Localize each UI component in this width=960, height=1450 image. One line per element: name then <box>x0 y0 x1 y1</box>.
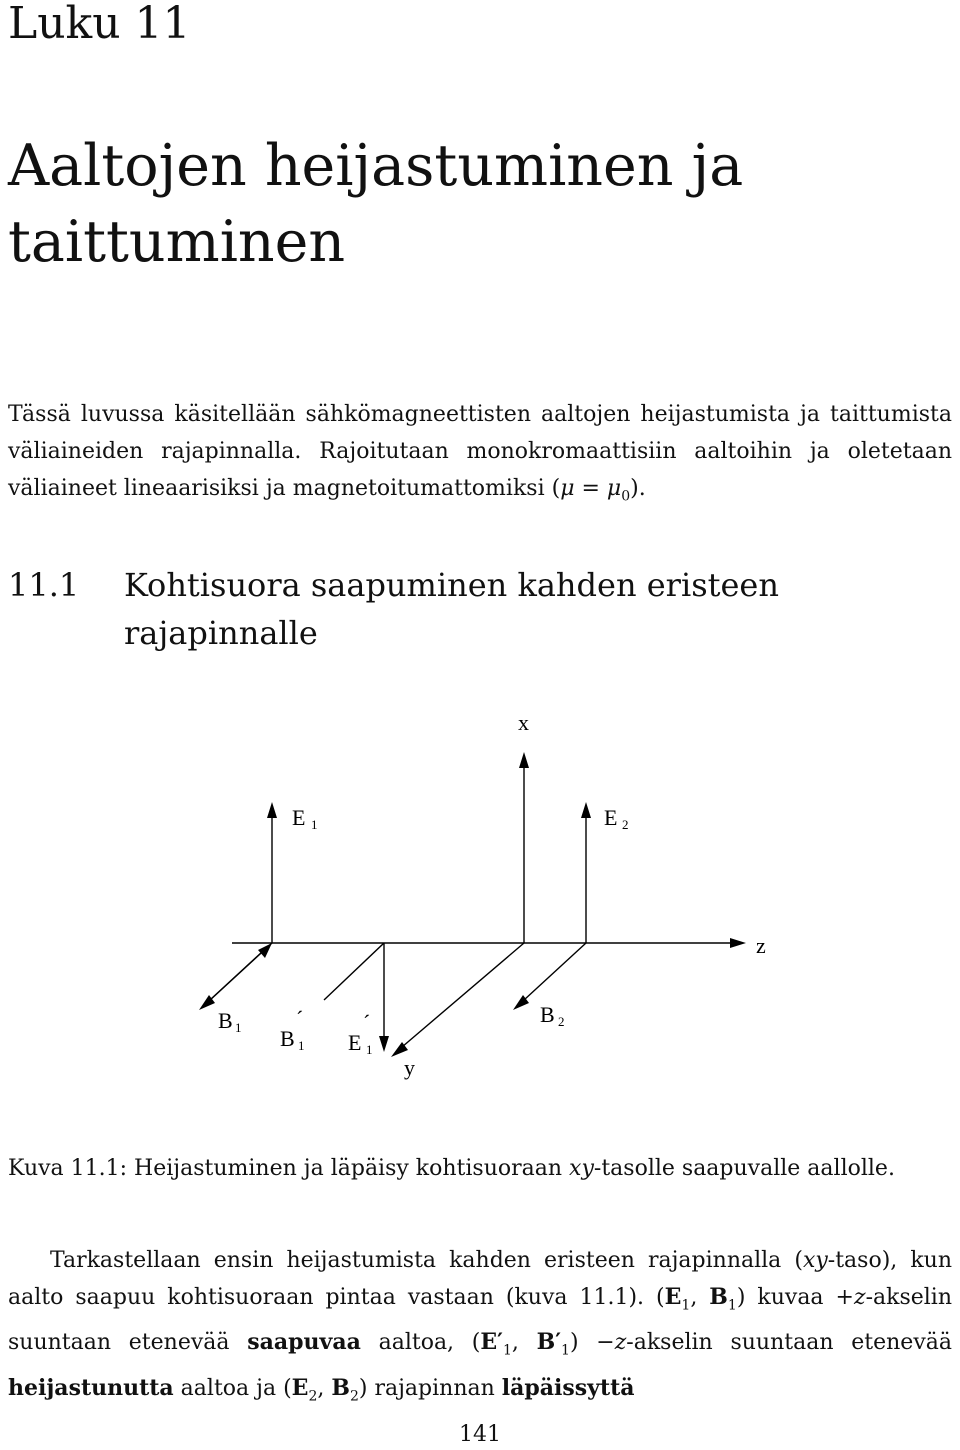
body-text-6: ) − <box>569 1330 615 1356</box>
body-vec-b2-sub: 2 <box>349 1388 359 1405</box>
e1-label-sub: 1 <box>311 817 318 832</box>
body-vec-e2-sub: 2 <box>308 1388 318 1405</box>
body-math-z-1: z <box>853 1285 866 1310</box>
chapter-label: Luku 11 <box>8 0 191 49</box>
section-number: 11.1 <box>8 566 80 604</box>
body-text-9: ) rajapinnan <box>358 1375 502 1401</box>
body-vec-b1-sub: 1 <box>727 1297 737 1314</box>
section-title: Kohtisuora saapuminen kahden eristeen rajapinnalle <box>124 566 779 652</box>
intro-text: Tässä luvussa käsitellään sähkömagneettisten aaltojen heijastumista ja taittumista väliaineiden rajapinnalla. Rajoitutaan monokromaattisiin aaltoihin ja oletetaan väliaineet lineaarisiksi ja magnetoitumattomiksi ( <box>8 402 952 501</box>
caption-prefix: Kuva 11.1: Heijastuminen ja läpäisy kohtisuoraan <box>8 1156 570 1181</box>
body-vec-e1-prime: E′ <box>480 1329 503 1356</box>
body-vec-e1-sub: 1 <box>681 1297 691 1314</box>
caption-suffix: -tasolle saapuvalle aallolle. <box>593 1156 895 1181</box>
body-vec-e1: E <box>664 1284 682 1310</box>
body-comma-3: , <box>317 1375 332 1401</box>
body-paragraph <box>8 1242 952 1415</box>
wave-diagram <box>0 700 960 1100</box>
body-vec-b1-prime: B′ <box>536 1329 562 1356</box>
body-text-7: -akselin suuntaan etenevää <box>626 1330 952 1356</box>
body-vec-b1-prime-sub: 1 <box>561 1342 570 1359</box>
intro-mu0: μ <box>606 476 622 501</box>
e1-prime-label: E <box>348 1030 362 1055</box>
e2-label-sub: 2 <box>622 817 629 832</box>
body-vec-b1: B <box>709 1284 728 1310</box>
body-text-5: aaltoa, ( <box>360 1330 481 1356</box>
b2-vector <box>524 943 586 1000</box>
intro-mu: μ <box>560 476 575 501</box>
intro-mu0-sub: 0 <box>621 488 631 505</box>
intro-equals: = <box>574 476 607 501</box>
y-axis <box>402 943 524 1047</box>
y-axis-label: y <box>404 1055 415 1080</box>
chapter-title-line-2: taittuminen <box>8 209 346 275</box>
e2-arrowhead <box>581 802 591 818</box>
e1-label: E <box>292 805 306 830</box>
body-vec-e1-prime-sub: 1 <box>502 1342 512 1359</box>
x-axis-arrowhead <box>519 752 529 768</box>
b1-label-sub: 1 <box>235 1020 242 1035</box>
page-number: 141 <box>459 1422 501 1447</box>
body-vec-e2: E <box>291 1374 309 1401</box>
intro-end: ). <box>630 476 646 501</box>
z-axis-arrowhead <box>730 938 746 948</box>
e1-prime-mark: ´ <box>363 1010 371 1035</box>
b1-prime-mark: ´ <box>296 1006 304 1031</box>
body-term-lapaissytta: läpäissyttä <box>501 1374 635 1401</box>
e1-prime-arrowhead <box>379 1036 389 1052</box>
e1-prime-label-sub: 1 <box>366 1042 373 1057</box>
body-term-heijastunutta: heijastunutta <box>8 1374 174 1401</box>
figure-caption <box>8 1150 952 1187</box>
body-comma-1: , <box>690 1285 710 1310</box>
chapter-title <box>8 128 948 280</box>
intro-paragraph <box>8 396 952 515</box>
x-axis-label: x <box>518 710 529 735</box>
diagonal-line <box>324 943 384 1000</box>
caption-math: xy <box>569 1156 594 1181</box>
b1-prime-arrowhead <box>258 943 272 958</box>
body-term-saapuvaa: saapuvaa <box>247 1329 361 1356</box>
body-text-3: ) kuvaa + <box>736 1285 854 1310</box>
body-text-1: Tarkastellaan ensin heijastumista kahden eristeen rajapinnalla ( <box>50 1248 803 1273</box>
b1-prime-label: B <box>280 1026 295 1051</box>
body-text-2: -taso), kun aalto saapuu kohtisuoraan pintaa vastaan (kuva 11.1). ( <box>8 1248 952 1310</box>
body-math-xy: xy <box>802 1248 828 1273</box>
body-text-8: aaltoa ja ( <box>173 1375 292 1401</box>
body-math-z-2: z <box>614 1330 627 1356</box>
z-axis-label: z <box>756 933 766 958</box>
b2-label-sub: 2 <box>558 1014 565 1029</box>
body-text-4: -akselin suuntaan etenevää <box>8 1285 952 1356</box>
body-comma-2: , <box>511 1330 537 1356</box>
b1-prime-label-sub: 1 <box>298 1038 305 1053</box>
b2-label: B <box>540 1002 555 1027</box>
b1-label: B <box>218 1008 233 1033</box>
body-vec-b2: B <box>331 1374 350 1401</box>
b1-prime-vector <box>210 952 262 1000</box>
chapter-title-line-1: Aaltojen heijastuminen ja <box>8 133 744 199</box>
e1-arrowhead <box>267 802 277 818</box>
e2-label: E <box>604 805 618 830</box>
